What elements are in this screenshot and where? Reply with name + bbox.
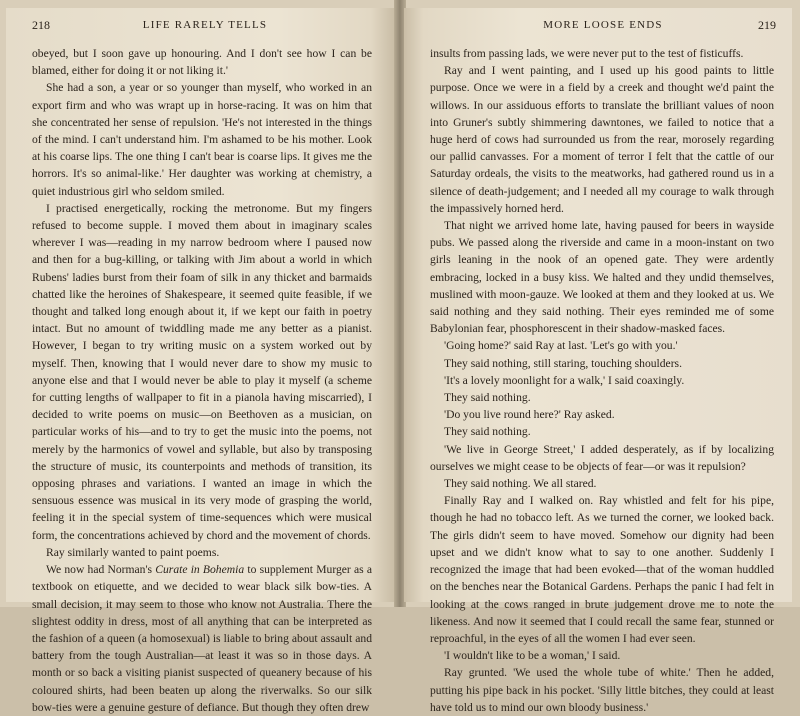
paragraph: 'We live in George Street,' I added desperately, as if by localizing ourselves we might cease to be objects of fear—or was it repulsion? [430,442,774,473]
dialogue-line: They said nothing. We all stared. [444,477,597,491]
paragraph [32,561,372,716]
dialogue-line: They said nothing. [444,425,531,439]
dialogue-line: 'Going home?' said Ray at last. 'Let's go with you.' [444,339,678,353]
paragraph: I practised energetically, rocking the metronome. But my fingers refused to become supple. I moved them about in imaginary scales wherever I was—reading in my narrow bedroom where I paused now and then for a bug-killing, or talking with Jim about a world in which Rubens' ladies burst from their foam of silk in any thicket and barmaids chatted like the heroines of Shakespeare, it seemed quite feasible, if we thought and talked long enough about it, if we kept our faith in poetry intact. But no amount of twiddling made me any better as a pianist. However, I began to try writing music on a system worked out by myself. Then, knowing that I would never dare to show my music to anyone else and that I would never be able to play it myself (a scheme for cutting lengths of wallpaper to fit in a pianola having miscarried), I decided to write poems on music—on Beethoven as a musician, on particular works of his—and to try to get the music into the poems, not merely by the harmonics of vowel and syllable, but also by transposing the structure of music, its counterpoints and methods of transition, its opposing phrases and variations. I wanted an image in which the sensuous essence was musical in its very mode of grasping the world, feeling it in the special system of time-sequences which were musical form, the concentrations achieved by chord and the movement of chords. [32,201,372,542]
left-page [6,8,394,714]
paragraph: Ray and I went painting, and I used up his good paints to little purpose. Once we were in a field by a creek and thought we'd paint the willows. In our assiduous efforts to translate the brilliant values of noon into Gruner's subtly shimmering dawntones, we failed to notice that a huge herd of cows had surrounded us from the rear, morosely regarding our pallid canvasses. For a moment of terror I felt that the cattle of our Saturday ordeals, the visits to the meatworks, had gathered round us in a silence of death-judgement; and I needed all my courage to walk through the impassively horned herd. [430,64,774,215]
paragraph: Finally Ray and I walked on. Ray whistled and felt for his pipe, though he had no tobacco left. As we turned the corner, we looked back. The girls didn't seem to have moved. Somehow our dignity had been upset and we didn't know what to say to one another. Suddenly I recognized the image that had been evoked—that of the woman huddled on the benches near the Botanical Gardens. Perhaps the panic I had felt in looking at the cows ranged in brute judgement drove me to note the likeness. And now it seemed that I could recall the same fear, stunned or reproachful, in the eyes of all the women I had ever seen. [430,494,774,645]
right-running-head: MORE LOOSE ENDS [543,19,663,31]
right-page-number: 219 [758,18,776,32]
paragraph-text: We now had Norman's [46,563,156,577]
left-running-head: LIFE RARELY TELLS [142,19,268,31]
left-page-header [32,18,378,36]
right-page-text [430,45,774,716]
right-page-header [430,18,776,36]
right-page [404,8,792,714]
paragraph: That night we arrived home late, having paused for beers in wayside pubs. We passed along the riverside and came in a moon-instant on two girls leaning in the nook of an opened gate. They were ardently embracing, locked in a busy kiss. We halted and they undid themselves, muslined with moon-gauze. We looked at them and they looked at us. We said nothing and they said nothing. Their eyes reminded me of some Babylonian fear, phosphorescent in their shadow-masked faces. [430,219,774,336]
book-title: Curate in Bohemia [155,563,245,577]
paragraph: obeyed, but I soon gave up honouring. And I don't see how I can be blamed, either for doing it or not liking it.' [32,47,372,78]
paragraph: Ray grunted. 'We used the whole tube of white.' Then he added, putting his pipe back in his pocket. 'Silly little bitches, they could at least have told us to mind our own bloody business.' [430,666,774,714]
dialogue-line: 'It's a lovely moonlight for a walk,' I said coaxingly. [444,373,685,387]
paragraph: She had a son, a year or so younger than myself, who worked in an export firm and who was wrapt up in horse-racing. It was on him that she concentrated her sense of repulsion. 'He's not interested in the things of the mind. I can't understand him. I'm ashamed to be his mother. Look at his coarse lips. The one thing I can't bear is coarse lips. It gives me the horrors. It's so animal-like.' Her daughter was working at chemistry, a quiet industrious girl who seldom smiled. [32,81,372,198]
dialogue-line: 'Do you live round here?' Ray asked. [444,408,615,422]
dialogue-line: 'I wouldn't like to be a woman,' I said. [444,649,621,663]
dialogue-line: They said nothing, still staring, touching shoulders. [444,356,682,370]
left-page-text [32,45,372,716]
left-page-number: 218 [32,18,50,32]
paragraph: Ray similarly wanted to paint poems. [46,545,220,559]
paragraph-text: to supplement Murger as a textbook on etiquette, and we decided to wear black silk bow-ties. A small decision, it may seem to those who know not Australia. There the slightest oddity in dress, most of all anything that can be interpreted as the fashion of a queen (a homosexual) is liable to bring about assault and battery from the tough Australian—at least it was so in those days. A month or so back a visiting pianist suspected of queanery because of his coloured shirts, had been beaten up along the riverwalks. So our silk bow-ties were a genuine gesture of defiance. But though they often drew [32,563,373,714]
paragraph: insults from passing lads, we were never put to the test of fisticuffs. [430,47,744,60]
dialogue-line: They said nothing. [444,391,531,405]
